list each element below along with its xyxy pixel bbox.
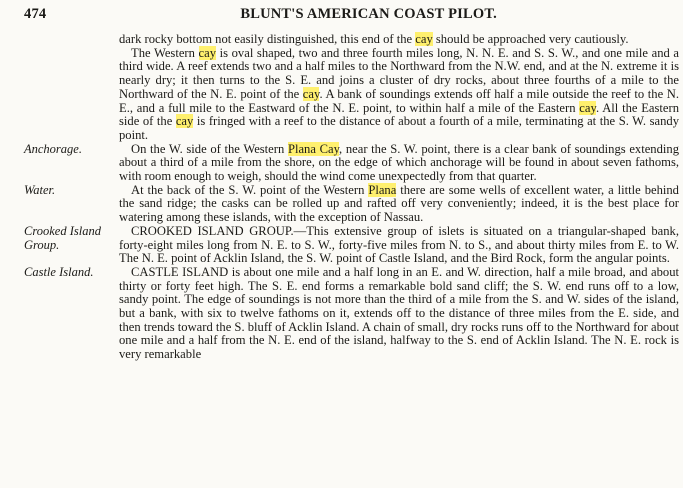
- paragraph-text: [119, 33, 679, 47]
- highlighted-term: cay: [579, 100, 596, 115]
- highlighted-term: Plana Cay: [287, 141, 340, 156]
- paragraph-text: [119, 143, 679, 184]
- text-run: CASTLE ISLAND is about one mile and a half long in an E. and W. direction, half a mile broad, and about thirty or forty feet high. The S. E. end forms a remarkable bold sand cliff; the S. W. end runs off to a low, sandy point. The edge of soundings is not more than the third of a mile from the S. and W. sides of the island, but a bank, with six to twelve fathoms on it, extends off to the distance of three miles from the E. side, and then trends toward the S. bluff of Acklin Island. A chain of small, dry rocks runs off to the Northward for about one mile and a half from the N. E. end of the island, halfway to the S. end of Acklin Island. The N. E. rock is very remarkable: [119, 264, 679, 362]
- text-body: [24, 33, 679, 362]
- text-run: . A bank of soundings extends off half a mile outside the reef to the N. E., and a full mile to the Eastward of the N. E. point, to within half a mile of the Eastern: [119, 86, 679, 115]
- paragraph-text: [119, 225, 679, 266]
- paragraph-text: [119, 184, 679, 225]
- text-run: CROOKED ISLAND GROUP.—This extensive group of islets is situated on a triangular-shaped bank, forty-eight miles long from N. E. to S. W., forty-five miles from N. to S., and about thirty miles from E. to W. The N. E. point of Acklin Island, the S. W. point of Castle Island, and the Bird Rock, form the angular points.: [119, 223, 679, 266]
- paragraph: [24, 266, 679, 362]
- margin-note: Castle Island.: [24, 264, 94, 279]
- text-run: should be approached very cautiously.: [432, 32, 629, 46]
- text-run: The Western: [131, 45, 199, 60]
- highlighted-term: cay: [175, 114, 194, 129]
- paragraph-text: [119, 266, 679, 362]
- paragraph: [24, 143, 679, 184]
- text-run: there are some wells of excellent water, a little behind the sand ridge; the casks can be rolled up and rafted off very conveniently; indeed, it is the best place for watering among these islands, with the exception of Nassau.: [119, 182, 679, 225]
- margin-note: Water.: [24, 182, 56, 197]
- text-run: is fringed with a reef to the distance of about a fourth of a mile, terminating at the S. W. sandy point.: [119, 114, 679, 142]
- running-title: BLUNT'S AMERICAN COAST PILOT.: [240, 6, 497, 22]
- margin-note: Crooked Island Group.: [24, 223, 101, 252]
- margin-note: Anchorage.: [24, 141, 82, 156]
- highlighted-term: cay: [415, 32, 433, 46]
- text-run: is oval shaped, two and three fourth miles long, N. N. E. and S. S. W., and one mile and a third wide. A reef extends two and a half miles to the Northward from the N.W. end, and at the N. extreme it is nearly dry; it then turns to the S. E. and joins a cluster of dry rocks, about three fourths of a mile to the Northward of the N. E. point of the: [119, 45, 679, 101]
- paragraph: [24, 33, 679, 47]
- paragraph: [24, 184, 679, 225]
- margin-note: [24, 33, 119, 47]
- text-run: . All the Eastern side of the: [119, 100, 679, 129]
- highlighted-term: Plana: [368, 182, 397, 197]
- paragraph: [24, 47, 679, 143]
- text-run: , near the S. W. point, there is a clear bank of soundings extending about a third of a mile from the shore, on the edge of which anchorage will be found in about seven fathoms, with room enough to weigh, should the wind come unexpectedly from that quarter.: [119, 141, 679, 184]
- text-run: On the W. side of the Western: [131, 141, 288, 156]
- margin-note: [24, 47, 119, 143]
- text-run: At the back of the S. W. point of the Western: [131, 182, 369, 197]
- text-run: dark rocky bottom not easily distinguished, this end of the: [119, 32, 416, 46]
- highlighted-term: cay: [198, 45, 217, 60]
- highlighted-term: cay: [302, 86, 320, 101]
- page-number: 474: [24, 6, 47, 22]
- paragraph: [24, 225, 679, 266]
- running-header: [24, 6, 647, 24]
- paragraph-text: [119, 47, 679, 143]
